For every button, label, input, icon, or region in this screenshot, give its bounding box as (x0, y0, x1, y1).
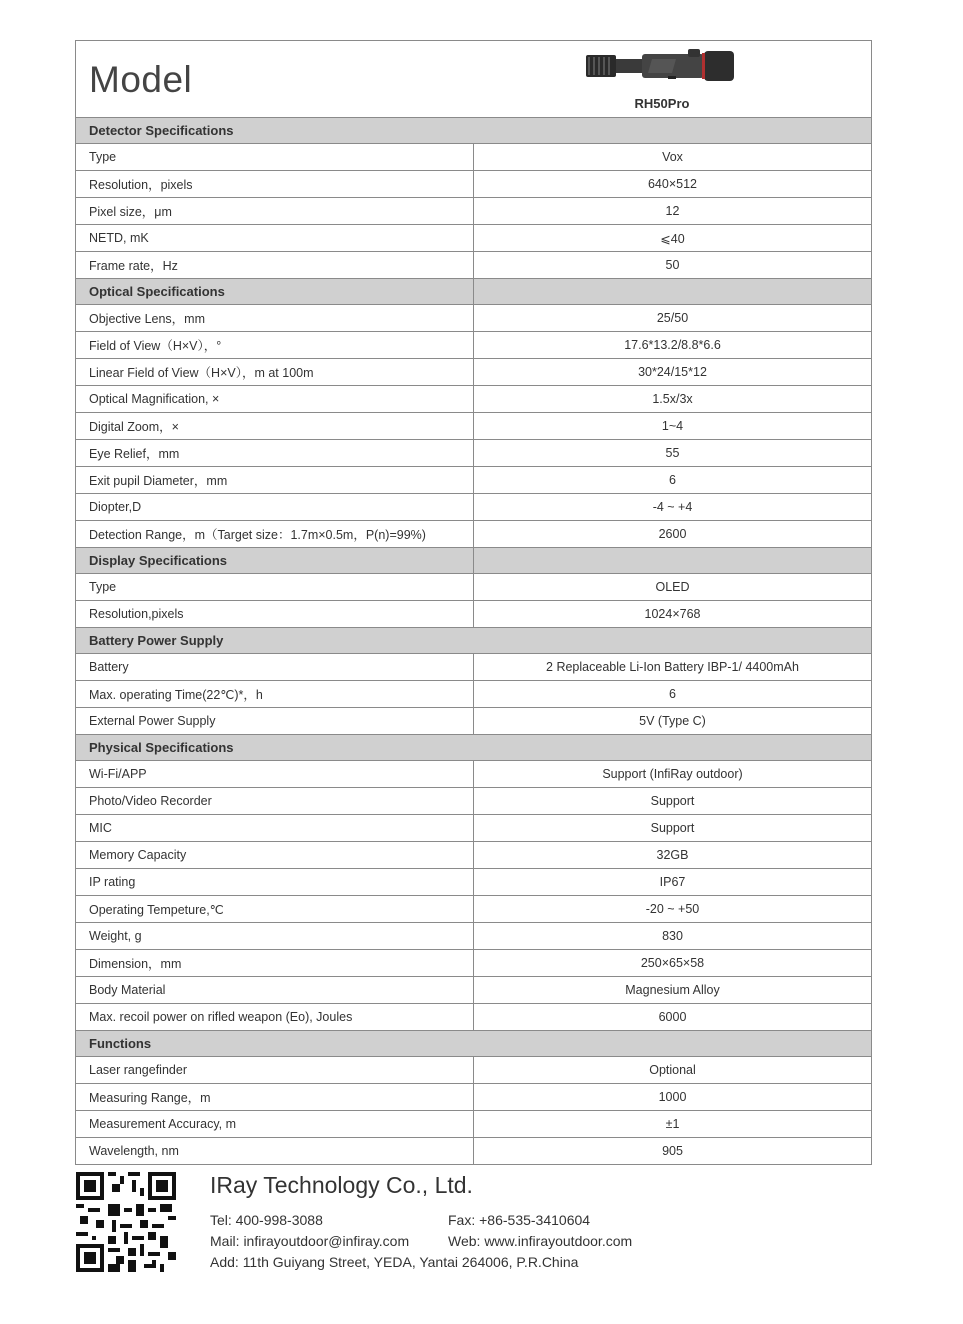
spec-label: Detection Range，m（Target size：1.7m×0.5m，P(n)=99%) (76, 521, 474, 548)
spec-label: MIC (76, 815, 474, 842)
spec-row (76, 815, 871, 842)
spec-label: NETD, mK (76, 225, 474, 252)
section-title: Display Specifications (76, 548, 474, 574)
spec-value: Support (InfiRay outdoor) (474, 761, 872, 788)
spec-row (76, 788, 871, 815)
spec-row (76, 521, 871, 548)
spec-label: Battery (76, 654, 474, 681)
section-title: Functions (76, 1031, 871, 1057)
fax: Fax: +86-535-3410604 (448, 1212, 591, 1228)
spec-value: 50 (474, 252, 872, 279)
spec-value: 6000 (474, 1004, 872, 1031)
spec-label: Body Material (76, 977, 474, 1004)
spec-row (76, 171, 871, 198)
spec-row (76, 1004, 871, 1031)
email: Mail: infirayoutdoor@infiray.com (210, 1233, 410, 1249)
spec-row (76, 386, 871, 413)
qr-code (76, 1172, 176, 1272)
spec-value: 55 (474, 440, 872, 467)
spec-row (76, 842, 871, 869)
section-title: Detector Specifications (76, 118, 871, 144)
spec-row (76, 413, 871, 440)
spec-label: Type (76, 144, 474, 171)
spec-label: External Power Supply (76, 708, 474, 735)
spec-label: Diopter,D (76, 494, 474, 521)
section-header (76, 118, 871, 144)
spec-row (76, 1111, 871, 1138)
spec-value: 17.6*13.2/8.8*6.6 (474, 332, 872, 359)
section-title: Physical Specifications (76, 735, 871, 761)
company-name: IRay Technology Co., Ltd. (210, 1172, 473, 1198)
spec-value: 25/50 (474, 305, 872, 332)
spec-row (76, 1084, 871, 1111)
spec-label: Weight, g (76, 923, 474, 950)
spec-value: 32GB (474, 842, 872, 869)
spec-label: Laser rangefinder (76, 1057, 474, 1084)
spec-label: Eye Relief，mm (76, 440, 474, 467)
spec-row (76, 601, 871, 628)
section-blank-cell (474, 548, 872, 574)
spec-value: 6 (474, 467, 872, 494)
spec-label: Field of View（H×V），° (76, 332, 474, 359)
spec-label: Measuring Range，m (76, 1084, 474, 1111)
spec-value: 2600 (474, 521, 872, 548)
spec-value: 30*24/15*12 (474, 359, 872, 386)
spec-row (76, 225, 871, 252)
spec-value: 1000 (474, 1084, 872, 1111)
spec-label: Photo/Video Recorder (76, 788, 474, 815)
spec-value: 830 (474, 923, 872, 950)
spec-row (76, 708, 871, 735)
section-title: Optical Specifications (76, 279, 474, 305)
model-label: Model (89, 59, 193, 100)
spec-label: Exit pupil Diameter，mm (76, 467, 474, 494)
spec-row (76, 1057, 871, 1084)
spec-table (76, 118, 871, 1164)
spec-value: 640×512 (474, 171, 872, 198)
spec-label: Wi-Fi/APP (76, 761, 474, 788)
spec-row (76, 681, 871, 708)
spec-value: 250×65×58 (474, 950, 872, 977)
spec-value: -4 ~ +4 (474, 494, 872, 521)
spec-value: OLED (474, 574, 872, 601)
spec-row (76, 494, 871, 521)
spec-value: Optional (474, 1057, 872, 1084)
spec-row (76, 198, 871, 225)
spec-row (76, 574, 871, 601)
spec-value: IP67 (474, 869, 872, 896)
spec-label: Memory Capacity (76, 842, 474, 869)
spec-value: 2 Replaceable Li-Ion Battery IBP-1/ 4400mAh (474, 654, 872, 681)
spec-label: Resolution,pixels (76, 601, 474, 628)
spec-label: Frame rate，Hz (76, 252, 474, 279)
spec-label: Dimension，mm (76, 950, 474, 977)
spec-label: Optical Magnification, × (76, 386, 474, 413)
section-header (76, 548, 871, 574)
product-name: RH50Pro (634, 96, 690, 111)
spec-row (76, 359, 871, 386)
spec-value: Support (474, 815, 872, 842)
spec-value: -20 ~ +50 (474, 896, 872, 923)
spec-label: IP rating (76, 869, 474, 896)
spec-row (76, 332, 871, 359)
spec-label: Measurement Accuracy, m (76, 1111, 474, 1138)
section-blank-cell (474, 279, 872, 305)
spec-value: Vox (474, 144, 872, 171)
spec-row (76, 869, 871, 896)
spec-value: 905 (662, 1144, 683, 1158)
footer (76, 1172, 896, 1282)
spec-label: Linear Field of View（H×V），m at 100m (76, 359, 474, 386)
section-header (76, 628, 871, 654)
spec-value: 5V (Type C) (474, 708, 872, 735)
spec-row (76, 467, 871, 494)
spec-label: Type (76, 574, 474, 601)
spec-row (76, 440, 871, 467)
spec-row (76, 896, 871, 923)
section-header (76, 279, 871, 305)
address: Add: 11th Guiyang Street, YEDA, Yantai 264006, P.R.China (210, 1254, 579, 1270)
spec-label: Wavelength, nm (76, 1138, 474, 1165)
spec-row (76, 923, 871, 950)
spec-value: 12 (474, 198, 872, 225)
spec-value: Support (474, 788, 872, 815)
spec-row (76, 654, 871, 681)
section-header (76, 1031, 871, 1057)
spec-label: Pixel size，μm (76, 198, 474, 225)
spec-value: ⩽40 (474, 225, 872, 252)
spec-label: Resolution，pixels (76, 171, 474, 198)
spec-value: Magnesium Alloy (474, 977, 872, 1004)
spec-sheet (75, 40, 872, 1165)
spec-label: Max. operating Time(22℃)*，h (76, 681, 474, 708)
spec-row (76, 305, 871, 332)
spec-label: Digital Zoom，× (76, 413, 474, 440)
section-header (76, 735, 871, 761)
spec-value: 1~4 (474, 413, 872, 440)
model-header (76, 41, 871, 118)
spec-row (76, 950, 871, 977)
spec-row (76, 252, 871, 279)
tel: Tel: 400-998-3088 (210, 1212, 323, 1228)
section-title: Battery Power Supply (76, 628, 871, 654)
spec-label: Objective Lens，mm (76, 305, 474, 332)
spec-row (76, 977, 871, 1004)
spec-value: 6 (474, 681, 872, 708)
website: Web: www.infirayoutdoor.com (448, 1233, 633, 1249)
scope-product-image (584, 45, 740, 85)
spec-value: 1024×768 (474, 601, 872, 628)
spec-row (76, 144, 871, 171)
spec-label: Operating Tempeture,℃ (76, 896, 474, 923)
spec-value: 1.5x/3x (474, 386, 872, 413)
spec-row (76, 761, 871, 788)
spec-table-body (76, 118, 871, 1164)
spec-value: ±1 (474, 1111, 872, 1138)
spec-row (76, 1138, 871, 1165)
spec-label: Max. recoil power on rifled weapon (Eo), Joules (76, 1004, 474, 1031)
